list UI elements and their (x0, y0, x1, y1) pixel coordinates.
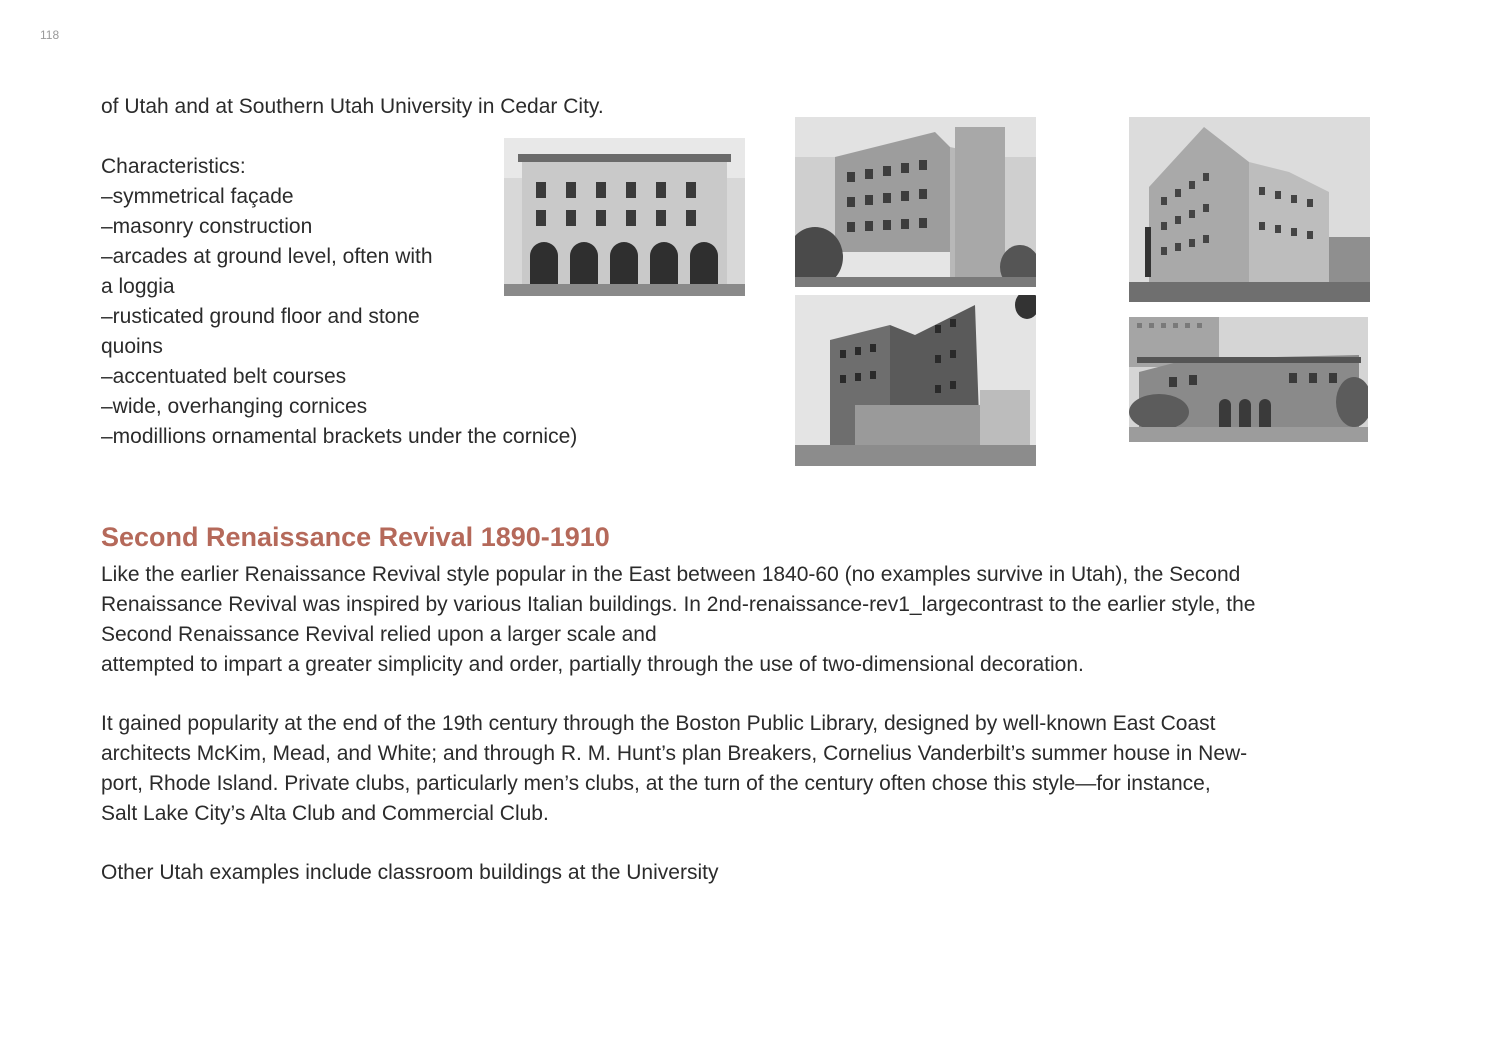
section-title: Second Renaissance Revival 1890-1910 (101, 522, 610, 552)
building-photo-corner-tower (795, 117, 1036, 287)
building-photo-arcade (504, 138, 745, 296)
characteristic-item: a loggia (101, 275, 175, 298)
characteristic-item: –masonry construction (101, 215, 313, 238)
section-paragraph-1 (101, 560, 1255, 680)
characteristic-item: quoins (101, 335, 163, 358)
section-paragraph-2 (101, 709, 1247, 829)
paragraph-line: architects McKim, Mead, and White; and through R. M. Hunt’s plan Breakers, Cornelius Vanderbilt’s summer house in New- (101, 742, 1248, 765)
paragraph-line: Renaissance Revival was inspired by various Italian buildings. In 2nd-renaissance-rev1_largecontrast to the earlier style, the (101, 593, 1256, 616)
characteristics-heading: Characteristics: (101, 155, 246, 178)
building-photo-club (1129, 317, 1368, 442)
paragraph-line: attempted to impart a greater simplicity and order, partially through the use of two-dimensional decoration. (101, 653, 1084, 676)
characteristic-item: –rusticated ground floor and stone (101, 305, 420, 328)
characteristic-item: –symmetrical façade (101, 185, 294, 208)
characteristic-item: –modillions ornamental brackets under the cornice) (101, 425, 578, 448)
page-number: 118 (40, 28, 60, 42)
characteristic-item: –accentuated belt courses (101, 365, 347, 388)
paragraph-line: Like the earlier Renaissance Revival style popular in the East between 1840-60 (no examples survive in Utah), the Second (101, 563, 1241, 586)
section-paragraph-3 (101, 858, 718, 888)
paragraph-line: port, Rhode Island. Private clubs, particularly men’s clubs, at the turn of the century often chose this style—for instance, (101, 772, 1211, 795)
characteristic-item: –arcades at ground level, often with (101, 245, 433, 268)
building-photo-hotel (1129, 117, 1370, 302)
paragraph-line: It gained popularity at the end of the 19th century through the Boston Public Library, designed by well-known East Coast (101, 712, 1216, 735)
intro-line: of Utah and at Southern Utah University in Cedar City. (101, 95, 604, 118)
characteristic-item: –wide, overhanging cornices (101, 395, 368, 418)
building-photo-tower-hotel (795, 295, 1036, 466)
paragraph-line: Other Utah examples include classroom buildings at the University (101, 861, 719, 884)
paragraph-line: Salt Lake City’s Alta Club and Commercial Club. (101, 802, 549, 825)
paragraph-line: Second Renaissance Revival relied upon a larger scale and (101, 623, 657, 646)
intro-text (101, 92, 604, 122)
